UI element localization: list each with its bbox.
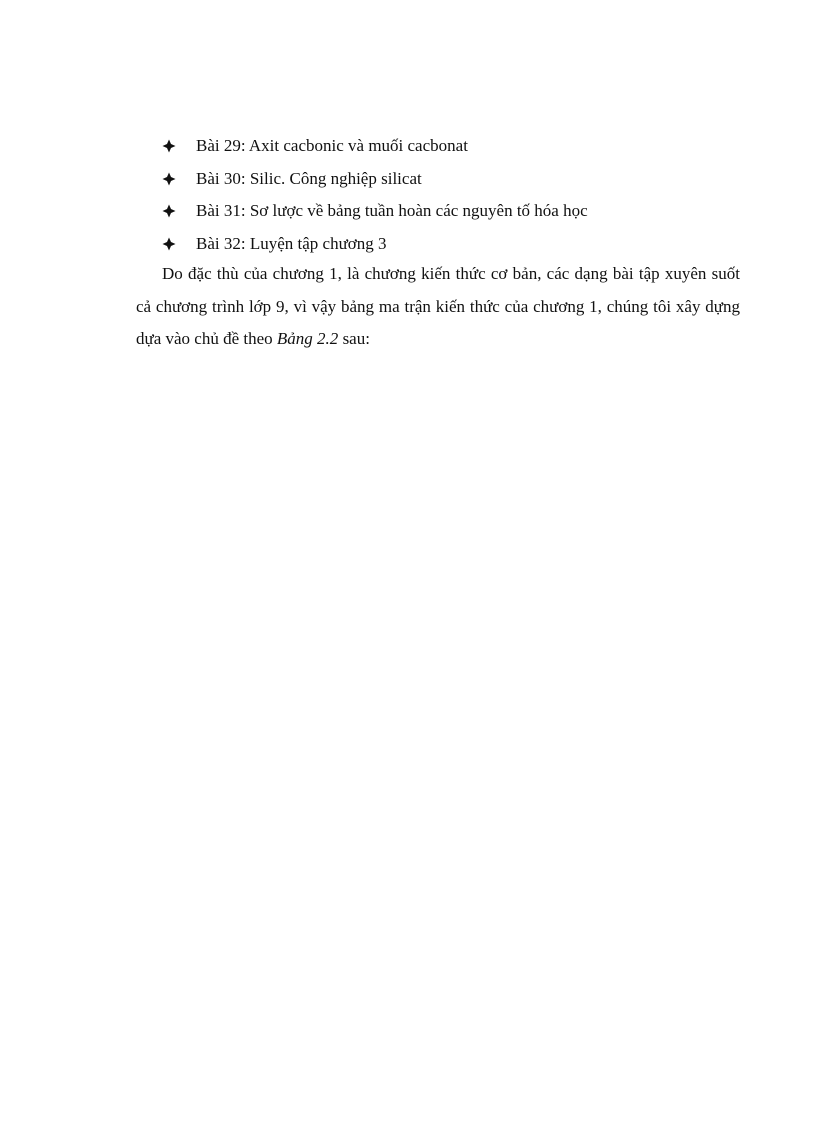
- list-item: [162, 195, 588, 228]
- paragraph-text: Do đặc thù của chương 1, là chương kiến thức cơ bản, các dạng bài tập xuyên suốt cả chương trình lớp 9, vì vậy bảng ma trận kiến thức của chương 1, chúng tôi xây dựng dựa vào chủ đề theo: [136, 264, 740, 348]
- diamond-bullet-icon: [162, 172, 176, 186]
- list-item: [162, 163, 588, 196]
- body-paragraph: [136, 258, 740, 356]
- list-item-label: Bài 30: Silic. Công nghiệp silicat: [196, 168, 422, 188]
- list-item-label: Bài 32: Luyện tập chương 3: [196, 233, 387, 253]
- diamond-bullet-icon: [162, 204, 176, 218]
- list-item-label: Bài 29: Axit cacbonic và muối cacbonat: [196, 136, 468, 155]
- diamond-bullet-icon: [162, 139, 176, 153]
- paragraph-text-end: sau:: [338, 329, 370, 348]
- diamond-bullet-icon: [162, 237, 176, 251]
- table-reference: Bảng 2.2: [276, 329, 339, 348]
- lesson-list: [162, 130, 588, 260]
- list-item: [162, 130, 588, 163]
- list-item-label: Bài 31: Sơ lược về bảng tuần hoàn các nguyên tố hóa học: [196, 201, 588, 220]
- list-item: [162, 228, 588, 261]
